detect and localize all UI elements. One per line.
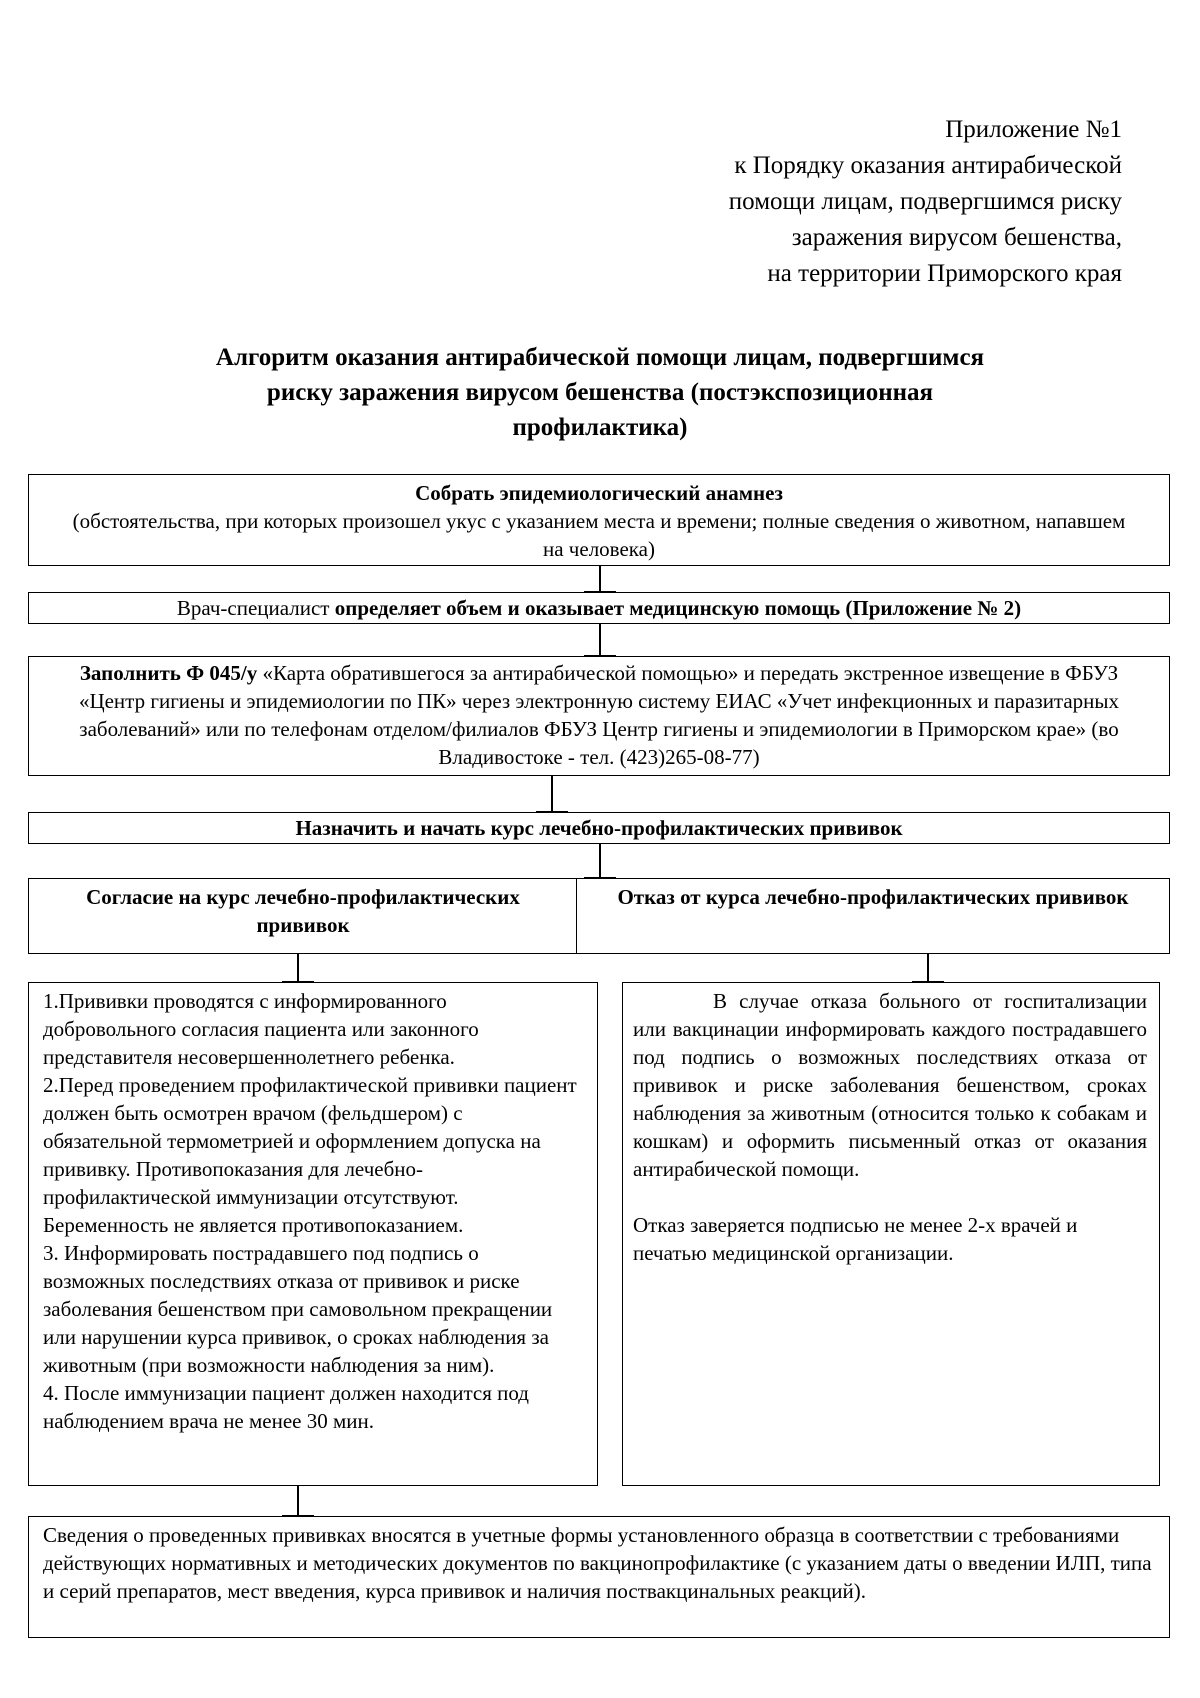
appendix-line: помощи лицам, подвергшимся риску: [728, 188, 1122, 215]
branch-left-heading: Согласие на курс лечебно-профилактических прививок: [86, 885, 520, 937]
left-paragraph: 3. Информировать пострадавшего под подпись о возможных последствиях отказа от прививок и риске заболевания бешенством при самовольном прекращении или нарушении курса прививок, о сроках наблюдения за животным (при возможности наблюдения за ним).: [43, 1241, 553, 1377]
right-paragraph-2: Отказ заверяется подписью не менее 2-х врачей и печатью медицинской организации.: [633, 1213, 1078, 1265]
step2-prefix: Врач-специалист: [176, 596, 335, 620]
step1-heading: Собрать эпидемиологический анамнез: [415, 481, 783, 505]
title-line: профилактика): [512, 414, 688, 441]
title-line: Алгоритм оказания антирабической помощи лицам, подвергшимся: [215, 344, 985, 371]
step4-box: [28, 812, 1170, 844]
right-paragraph-1: В случае отказа больного от госпитализации или вакцинации информировать каждого пострадавшего под подпись о возможных последствиях отказа от прививок и риске заболевания бешенством, сроках наблюдения за животным (относится только к собакам и кошкам) и оформить письменный отказ от оказания антирабической помощи.: [633, 989, 1147, 1181]
step2-bold: определяет объем и оказывает медицинскую помощь (Приложение № 2): [334, 596, 1022, 620]
document-title: [150, 340, 1050, 445]
right-details-box: [622, 982, 1160, 1486]
connector-1: [599, 566, 601, 592]
step3-box: [28, 656, 1170, 776]
branch-left-box: [28, 878, 578, 954]
left-paragraph: 2.Перед проведением профилактической прививки пациент должен быть осмотрен врачом (фельдшером) с обязательной термометрией и оформлением допуска на прививку. Противопоказания для лечебно-профилактической иммунизации отсутствуют. Беременность не является противопоказанием.: [43, 1073, 577, 1237]
title-line: риску заражения вирусом бешенства (постэкспозиционная: [266, 379, 934, 406]
left-paragraph: 1.Прививки проводятся с информированного добровольного согласия пациента или законного представителя несовершеннолетнего ребенка.: [43, 989, 479, 1069]
connector-6: [297, 1486, 299, 1516]
connector-4: [599, 844, 601, 878]
step1-text: (обстоятельства, при которых произошел укус с указанием места и времени; полные сведения о животном, напавшем на человека): [72, 509, 1126, 561]
branch-right-box: [576, 878, 1170, 954]
appendix-line: Приложение №1: [945, 116, 1122, 143]
step3-bold: Заполнить Ф 045/у: [79, 661, 258, 685]
connector-2: [599, 624, 601, 656]
branch-right-heading: Отказ от курса лечебно-профилактических прививок: [617, 885, 1129, 909]
step1-box: [28, 474, 1170, 566]
final-box: [28, 1516, 1170, 1638]
right-spacer: [633, 1183, 1147, 1211]
appendix-header: [562, 112, 1122, 292]
step4-bold: Назначить и начать курс лечебно-профилактических прививок: [295, 816, 903, 840]
final-text: Сведения о проведенных прививках вносятся в учетные формы установленного образца в соответствии с требованиями действующих нормативных и методических документов по вакцинопрофилактике (с указанием даты о введении ИЛП, типа и серий препаратов, мест введения, курса прививок и наличия поствакцинальных реакций).: [43, 1523, 1152, 1603]
connector-5-left: [297, 954, 299, 982]
step2-box: [28, 592, 1170, 624]
left-details-box: [28, 982, 598, 1486]
connector-3: [551, 776, 553, 812]
appendix-line: заражения вирусом бешенства,: [791, 224, 1122, 251]
step3-text: «Карта обратившегося за антирабической помощью» и передать экстренное извещение в ФБУЗ «Центр гигиены и эпидемиологии по ПК» через электронную систему ЕИАС «Учет инфекционных и паразитарных заболеваний» или по телефонам отделом/филиалов ФБУЗ Центр гигиены и эпидемиологии в Приморском крае» (во Владивостоке - тел. (423)265-08-77): [78, 661, 1120, 769]
appendix-line: на территории Приморского края: [767, 260, 1122, 287]
left-paragraph: 4. После иммунизации пациент должен находится под наблюдением врача не менее 30 мин.: [43, 1381, 529, 1433]
appendix-line: к Порядку оказания антирабической: [734, 152, 1122, 179]
connector-5-right: [927, 954, 929, 982]
